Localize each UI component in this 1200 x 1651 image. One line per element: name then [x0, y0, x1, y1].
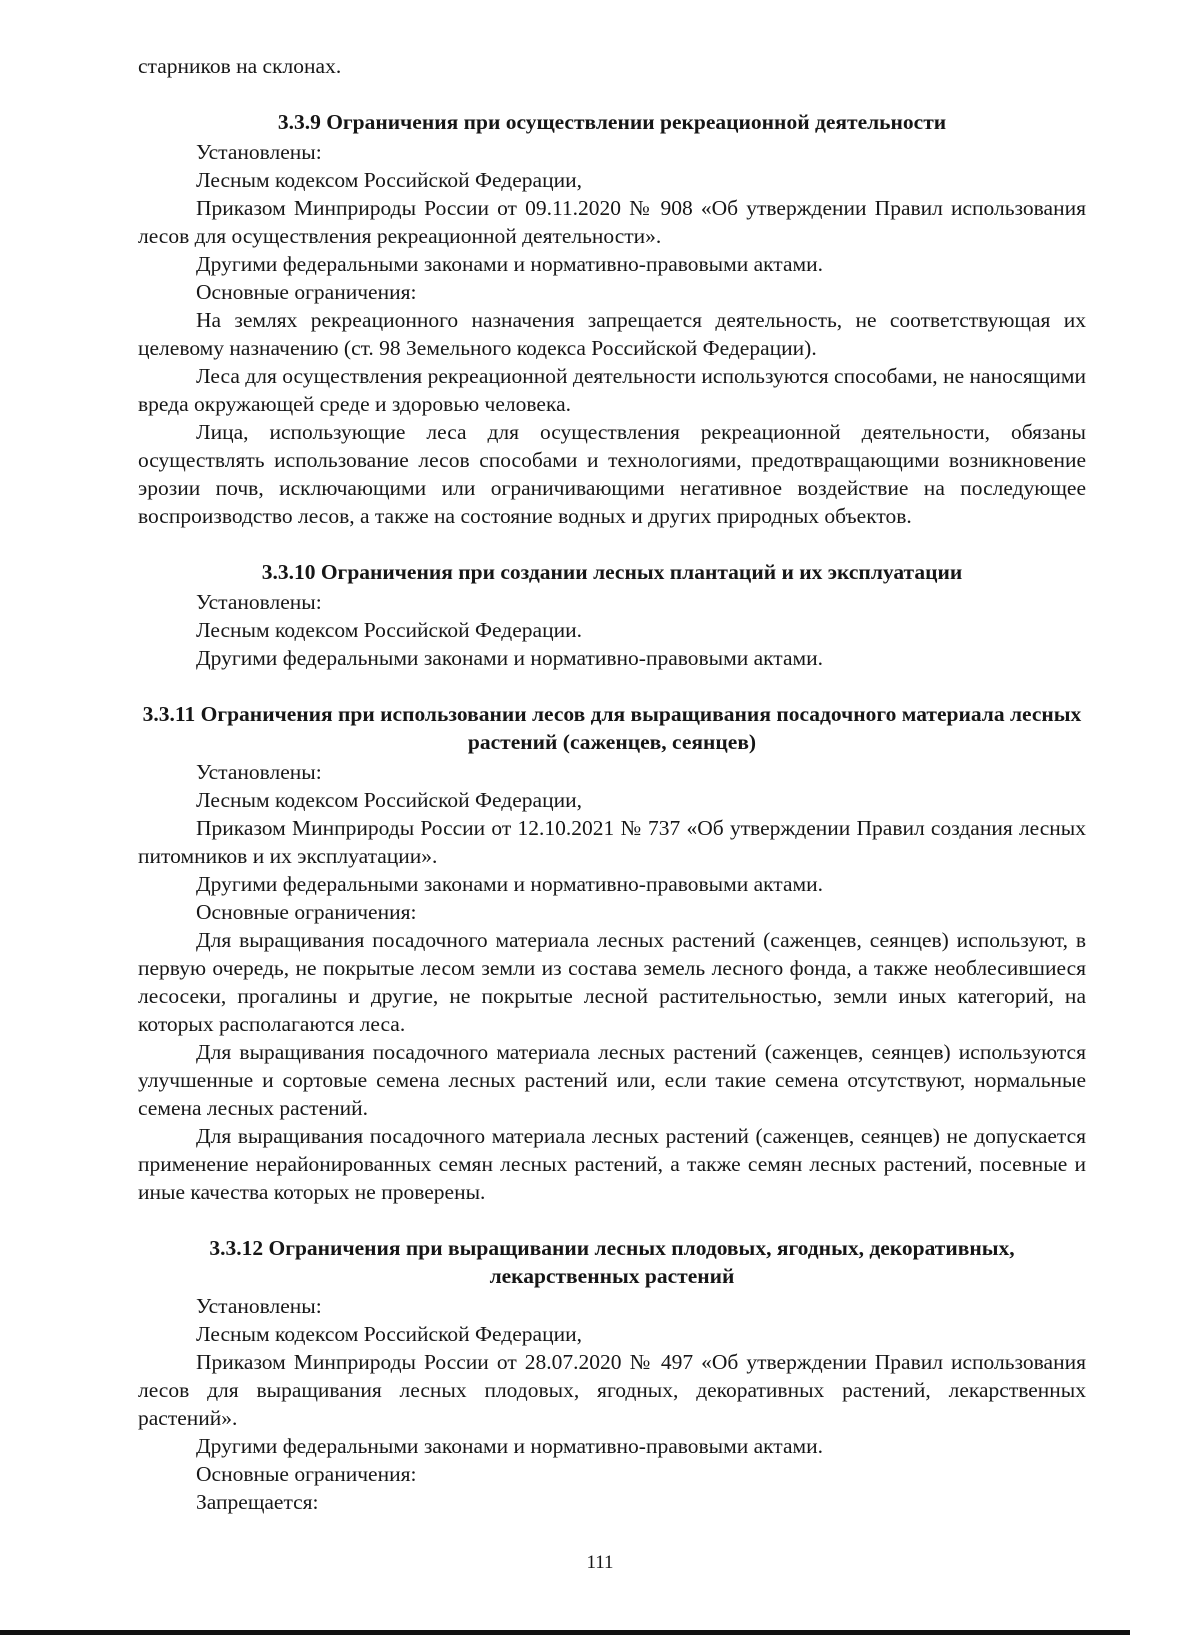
paragraph: Лесным кодексом Российской Федерации.: [196, 618, 582, 642]
paragraph: Основные ограничения:: [196, 280, 417, 304]
section-heading: 3.3.11 Ограничения при использовании лесов для выращивания посадочного материала лесных растений (саженцев, сеянцев): [142, 702, 1082, 754]
paragraph: Для выращивания посадочного материала лесных растений (саженцев, сеянцев) используются улучшенные и сортовые семена лесных растений или, если такие семена отсутствуют, нормальные семена лесных растений.: [138, 1040, 1086, 1120]
paragraph: Установлены:: [196, 590, 322, 614]
paragraph: Другими федеральными законами и нормативно-правовыми актами.: [196, 646, 823, 670]
paragraph: Основные ограничения:: [196, 900, 417, 924]
bottom-scan-edge: [0, 1630, 1130, 1635]
paragraph: Лица, использующие леса для осуществления рекреационной деятельности, обязаны осуществлять использование лесов способами и технологиями, предотвращающими возникновение эрозии почв, исключающими или ограничивающими негативное воздействие на последующее воспроизводство лесов, а также на состояние водных и других природных объектов.: [138, 420, 1086, 528]
paragraph: Другими федеральными законами и нормативно-правовыми актами.: [196, 252, 823, 276]
page-number: 111: [586, 1552, 614, 1573]
paragraph: Другими федеральными законами и нормативно-правовыми актами.: [196, 1434, 823, 1458]
paragraph: Запрещается:: [196, 1490, 319, 1514]
section-3-3-10: [138, 558, 1086, 672]
paragraph: Основные ограничения:: [196, 1462, 417, 1486]
section-heading: 3.3.12 Ограничения при выращивании лесных плодовых, ягодных, декоративных, лекарственных растений: [209, 1236, 1015, 1288]
section-heading: 3.3.9 Ограничения при осуществлении рекреационной деятельности: [277, 110, 947, 134]
paragraph: Лесным кодексом Российской Федерации,: [196, 788, 582, 812]
paragraph: Лесным кодексом Российской Федерации,: [196, 168, 582, 192]
paragraph: Другими федеральными законами и нормативно-правовыми актами.: [196, 872, 823, 896]
paragraph: Приказом Минприроды России от 12.10.2021 № 737 «Об утверждении Правил создания лесных питомников и их эксплуатации».: [138, 816, 1086, 868]
paragraph: На землях рекреационного назначения запрещается деятельность, не соответствующая их целевому назначению (ст. 98 Земельного кодекса Российской Федерации).: [138, 308, 1086, 360]
intro-line: старников на склонах.: [138, 54, 342, 78]
paragraph: Приказом Минприроды России от 28.07.2020 № 497 «Об утверждении Правил использования лесов для выращивания лесных плодовых, ягодных, декоративных растений, лекарственных растений».: [138, 1350, 1086, 1430]
document-body: [138, 52, 1086, 1516]
paragraph: Для выращивания посадочного материала лесных растений (саженцев, сеянцев) используют, в первую очередь, не покрытые лесом земли из состава земель лесного фонда, а также необлесившиеся лесосеки, прогалины и другие, не покрытые лесной растительностью, земли иных категорий, на которых располагаются леса.: [138, 928, 1086, 1036]
paragraph: Установлены:: [196, 760, 322, 784]
paragraph: Приказом Минприроды России от 09.11.2020 № 908 «Об утверждении Правил использования лесов для осуществления рекреационной деятельности».: [138, 196, 1086, 248]
paragraph: Для выращивания посадочного материала лесных растений (саженцев, сеянцев) не допускается применение нерайонированных семян лесных растений, а также семян лесных растений, посевные и иные качества которых не проверены.: [138, 1124, 1086, 1204]
section-3-3-12: [138, 1234, 1086, 1516]
paragraph: Установлены:: [196, 1294, 322, 1318]
paragraph: Леса для осуществления рекреационной деятельности используются способами, не наносящими вреда окружающей среде и здоровью человека.: [138, 364, 1086, 416]
section-3-3-9: [138, 108, 1086, 530]
paragraph: Лесным кодексом Российской Федерации,: [196, 1322, 582, 1346]
paragraph: Установлены:: [196, 140, 322, 164]
section-heading: 3.3.10 Ограничения при создании лесных плантаций и их эксплуатации: [261, 560, 963, 584]
section-3-3-11: [138, 700, 1086, 1206]
